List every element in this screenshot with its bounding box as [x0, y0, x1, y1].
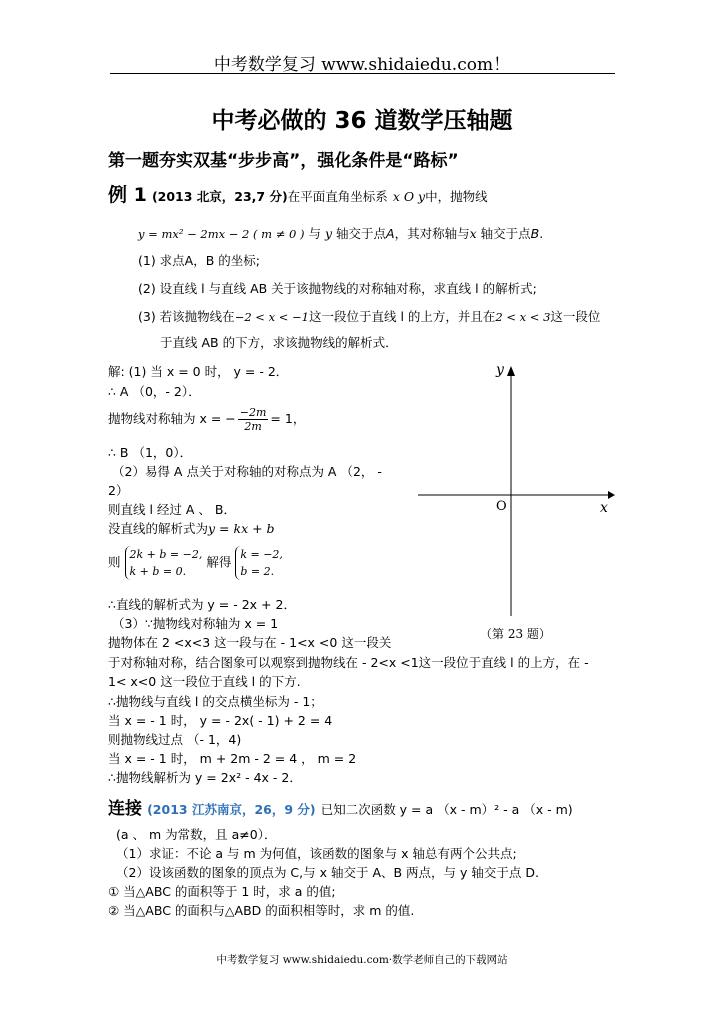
solution-line: ∴直线的解析式为 y = - 2x + 2．	[108, 597, 296, 612]
solution-line: 1< x<0 这一段位于直线 l 的下方.	[108, 674, 301, 689]
equation-solution: k = −2, b = 2.	[235, 546, 283, 580]
solution-axis-of-symmetry: 抛物线对称轴为 x = − $\frac{-2m}{2m}$ = 1，	[108, 406, 306, 433]
solution-line: 抛物体在 2 <x<3 这一段与在 - 1<x <0 这一段关	[108, 635, 392, 650]
solution-line: 解: (1) 当 x = 0 时， y = - 2．	[108, 364, 289, 379]
header-rule	[110, 73, 615, 74]
solution-line: （2）易得 A 点关于对称轴的对称点为 A （2， -	[112, 464, 382, 479]
question-1: (1) 求点A，B 的坐标;	[138, 253, 260, 268]
solution-line: ∴抛物线解析为 y = 2x² - 4x - 2．	[108, 770, 302, 785]
question-2: (2) 设直线 l 与直线 AB 关于该抛物线的对称轴对称，求直线 l 的解析式;	[138, 281, 537, 296]
solution-line: 则直线 l 经过 A 、 B．	[108, 502, 236, 517]
x-axis-arrow	[608, 491, 615, 499]
link-heading	[108, 794, 573, 819]
solution-line: 没直线的解析式为y = kx + b	[108, 521, 275, 536]
y-axis-arrow	[507, 366, 515, 376]
solution-line: （3）∵抛物线对称轴为 x = 1	[112, 616, 279, 631]
link-line: ① 当△ABC 的面积等于 1 时，求 a 的值;	[108, 884, 336, 899]
graph-caption: （第 23 题）	[480, 627, 551, 641]
example-heading	[108, 180, 488, 207]
solution-line: ∴ A （0，- 2）．	[108, 384, 201, 399]
xoy-symbol: x O y	[392, 189, 426, 204]
solution-line: 于对称轴对称，结合图象可以观察到抛物线在 - 2<x <1这一段位于直线 l 的上方，在 -	[108, 655, 589, 670]
equation-system: 2k + b = −2, k + b = 0.	[125, 546, 203, 580]
link-line: （1）求证：不论 a 与 m 为何值，该函数的图象与 x 轴总有两个公共点;	[116, 846, 517, 861]
section-subtitle: 第一题夯实双基“步步高”，强化条件是“路标”	[108, 151, 459, 171]
fraction: $\frac{-2m}{2m}$	[239, 406, 267, 433]
question-3: (3) 若该抛物线在−2 < x < −1这一段位于直线 l 的上方，并且在2 < x < 3这一段位	[138, 309, 601, 324]
coordinate-graph	[410, 358, 620, 648]
x-axis-label: x	[600, 500, 608, 516]
document-title: 中考必做的 36 道数学压轴题	[211, 108, 513, 134]
page-footer: 中考数学复习 www.shidaiedu.com·数学老师自己的下载网站	[216, 954, 508, 966]
solution-line: 当 x = - 1 时， m + 2m - 2 = 4 ， m = 2	[108, 751, 357, 766]
parabola-equation: y = mx² − 2mx − 2 ( m ≠ 0 )	[138, 227, 305, 241]
page-header: 中考数学复习 www.shidaiedu.com！	[213, 55, 511, 75]
example-intro: 在平面直角坐标系	[287, 189, 388, 204]
solution-line: ∴抛物线与直线 l 的交点横坐标为 - 1；	[108, 694, 323, 709]
link-line: ② 当△ABC 的面积与△ABD 的面积相等时，求 m 的值.	[108, 903, 415, 918]
link-source: (2013 江苏南京，26，9 分)	[147, 802, 316, 817]
equation-system-line: 则 2k + b = −2, k + b = 0. 解得 k = −2, b = 2.	[108, 548, 283, 578]
problem-line-1: y = mx² − 2mx − 2 ( m ≠ 0 ) 与 y 轴交于点A，其对称轴与x 轴交于点B.	[138, 226, 544, 241]
link-intro: 已知二次函数 y = a （x - m）² - a （x - m)	[320, 802, 573, 817]
solution-line: 2）	[108, 483, 129, 498]
example-source: (2013 北京，23,7 分)	[151, 189, 288, 204]
example-intro-b: 中，抛物线	[425, 189, 488, 204]
solution-line: 则抛物线过点 （- 1，4)	[108, 732, 242, 747]
solution-line: ∴ B （1，0）．	[108, 445, 193, 460]
example-label: 例 1	[108, 184, 147, 206]
link-line: (a 、 m 为常数，且 a≠0）．	[116, 827, 277, 842]
link-label: 连接	[108, 799, 142, 819]
question-3-cont: 于直线 AB 的下方，求该抛物线的解析式．	[160, 335, 398, 350]
y-axis-label: y	[496, 362, 504, 378]
link-line: （2）设该函数的图象的顶点为 C,与 x 轴交于 A、B 两点，与 y 轴交于点 D.	[116, 865, 539, 880]
solution-line: 当 x = - 1 时， y = - 2x( - 1) + 2 = 4	[108, 713, 333, 728]
origin-label: O	[496, 499, 507, 514]
